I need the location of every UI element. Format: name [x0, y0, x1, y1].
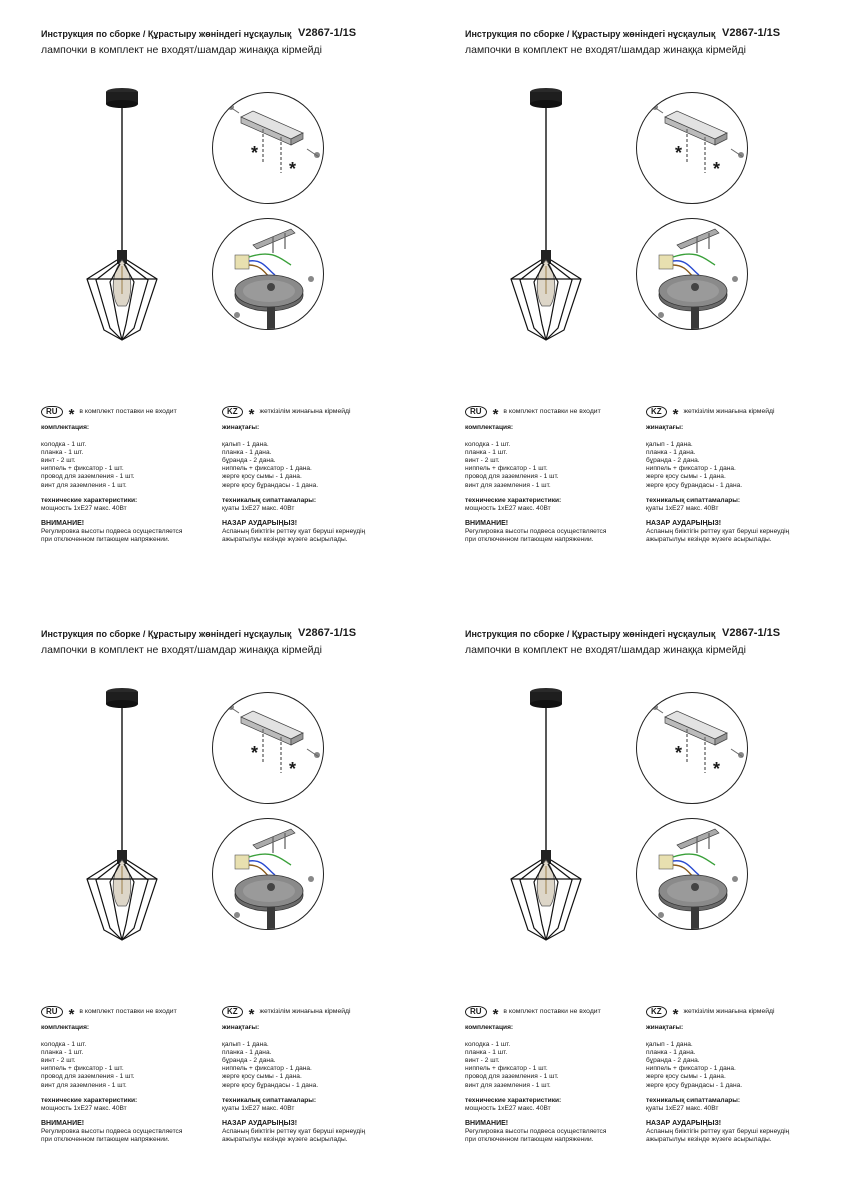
list-item: ажыратылуы кезінде жүзеге асырылады.: [222, 1136, 348, 1144]
model-number: V2867-1/1S: [722, 627, 781, 639]
sheet-subtitle: лампочки в комплект не входят/шамдар жинаққа кірмейді: [41, 44, 322, 56]
star-mark-icon: *: [68, 1006, 75, 1023]
kz-language-badge: KZ: [646, 406, 667, 418]
list-item: планка - 1 шт.: [465, 1049, 508, 1057]
kz-warning-title: НАЗАР АУДАРЫҢЫЗ!: [646, 519, 722, 527]
sheet-subtitle: лампочки в комплект не входят/шамдар жинаққа кірмейді: [465, 44, 746, 56]
kz-parts-list: [646, 1041, 821, 1090]
kz-contents-heading: жинақтағы:: [646, 1024, 684, 1031]
ru-tech-heading: технические характеристики:: [465, 1096, 562, 1104]
ru-not-included-note: в комплект поставки не входит: [503, 407, 601, 415]
list-item: колодка - 1 шт.: [41, 441, 87, 449]
kz-warning-text: [222, 1128, 397, 1144]
instruction-sheet: [0, 0, 424, 600]
list-item: ниппель + фиксатор - 1 шт.: [465, 1065, 548, 1073]
star-mark-icon: *: [492, 1006, 499, 1023]
list-item: планка - 1 дана.: [646, 1049, 696, 1057]
list-item: винт - 2 шт.: [41, 457, 76, 465]
list-item: винт - 2 шт.: [465, 457, 500, 465]
ru-tech-value: мощность 1xE27 макс. 40Вт: [41, 1104, 127, 1112]
list-item: ниппель + фиксатор - 1 шт.: [41, 1065, 124, 1073]
list-item: ниппель + фиксатор - 1 шт.: [465, 465, 548, 473]
list-item: бұрандa - 2 дана.: [646, 1057, 700, 1065]
kz-tech-heading: техникалық сипаттамалары:: [646, 496, 741, 504]
star-mark-icon: *: [672, 406, 679, 423]
list-item: Регулировка высоты подвеса осуществляется: [465, 1127, 607, 1135]
list-item: Аспаның биіктігін реттеу қуат беруші кернеудің: [222, 1127, 366, 1135]
ru-parts-list: [465, 1041, 640, 1090]
list-item: бұрандa - 2 дана.: [222, 1057, 276, 1065]
wiring-assembly-diagram: [636, 818, 748, 930]
pendant-lamp-illustration: [506, 684, 586, 954]
ru-tech-heading: технические характеристики:: [41, 496, 138, 504]
ru-section: [465, 405, 640, 544]
bracket-mounting-diagram: [212, 92, 324, 204]
model-number: V2867-1/1S: [298, 627, 357, 639]
kz-language-badge: KZ: [646, 1006, 667, 1018]
kz-parts-list: [222, 441, 397, 490]
pendant-lamp-illustration: [82, 684, 162, 954]
kz-warning-title: НАЗАР АУДАРЫҢЫЗ!: [222, 1119, 298, 1127]
instruction-sheet: [424, 600, 848, 1200]
sheet-title: Инструкция по сборке / Құрастыру жөніндегі нұсқаулық: [465, 629, 716, 639]
bracket-mounting-diagram: [212, 692, 324, 804]
ru-tech-value: мощность 1xE27 макс. 40Вт: [465, 1104, 551, 1112]
kz-tech-value: қуаты 1xE27 макс. 40Вт: [646, 1104, 719, 1112]
ru-warning-text: [465, 1128, 640, 1144]
list-item: Аспаның биіктігін реттеу қуат беруші кернеудің: [222, 527, 366, 535]
star-mark-icon: *: [675, 143, 683, 163]
list-item: жерге қосу сымы - 1 дана.: [646, 473, 726, 481]
list-item: провод для заземления - 1 шт.: [465, 1073, 559, 1081]
ru-not-included-note: в комплект поставки не входит: [503, 1007, 601, 1015]
list-item: при отключенном питающем напряжении.: [41, 1136, 170, 1144]
list-item: колодка - 1 шт.: [41, 1041, 87, 1049]
sheet-title: Инструкция по сборке / Құрастыру жөніндегі нұсқаулық: [41, 629, 292, 639]
star-mark-icon: *: [248, 406, 255, 423]
ru-tech-value: мощность 1xE27 макс. 40Вт: [465, 504, 551, 512]
star-mark-icon: *: [248, 1006, 255, 1023]
list-item: винт для заземления - 1 шт.: [41, 481, 127, 489]
list-item: Регулировка высоты подвеса осуществляется: [41, 1127, 183, 1135]
star-mark-icon: *: [675, 743, 683, 763]
kz-contents-heading: жинақтағы:: [222, 424, 260, 431]
kz-contents-heading: жинақтағы:: [646, 424, 684, 431]
list-item: қалып - 1 дана.: [646, 1041, 693, 1049]
kz-contents-heading: жинақтағы:: [222, 1024, 260, 1031]
list-item: при отключенном питающем напряжении.: [41, 536, 170, 544]
kz-section: [646, 1005, 821, 1144]
kz-tech-heading: техникалық сипаттамалары:: [222, 1096, 317, 1104]
ru-section: [41, 405, 216, 544]
kz-not-included-note: жеткізілім жинағына кірмейді: [259, 1007, 351, 1015]
kz-language-badge: KZ: [222, 406, 243, 418]
list-item: ажыратылуы кезінде жүзеге асырылады.: [646, 1136, 772, 1144]
list-item: планка - 1 шт.: [41, 1049, 84, 1057]
list-item: провод для заземления - 1 шт.: [41, 1073, 135, 1081]
list-item: жерге қосу сымы - 1 дана.: [222, 473, 302, 481]
list-item: жерге қосу бұрандасы - 1 дана.: [646, 1081, 743, 1089]
instruction-sheet: [424, 0, 848, 600]
ru-language-badge: RU: [41, 1006, 63, 1018]
list-item: жерге қосу бұрандасы - 1 дана.: [646, 481, 743, 489]
bracket-mounting-diagram: [636, 692, 748, 804]
list-item: қалып - 1 дана.: [646, 441, 693, 449]
kz-warning-title: НАЗАР АУДАРЫҢЫЗ!: [222, 519, 298, 527]
ru-tech-value: мощность 1xE27 макс. 40Вт: [41, 504, 127, 512]
ru-warning-text: [41, 528, 216, 544]
list-item: жерге қосу сымы - 1 дана.: [646, 1073, 726, 1081]
kz-warning-text: [646, 528, 821, 544]
wiring-assembly-diagram: [212, 818, 324, 930]
kz-warning-title: НАЗАР АУДАРЫҢЫЗ!: [646, 1119, 722, 1127]
pendant-lamp-illustration: [82, 84, 162, 354]
list-item: винт - 2 шт.: [41, 1057, 76, 1065]
list-item: ниппель + фиксатор - 1 дана.: [222, 465, 312, 473]
sheet-subtitle: лампочки в комплект не входят/шамдар жинаққа кірмейді: [41, 644, 322, 656]
instruction-sheet: [0, 600, 424, 1200]
list-item: винт для заземления - 1 шт.: [41, 1081, 127, 1089]
star-mark-icon: *: [713, 759, 721, 779]
list-item: при отключенном питающем напряжении.: [465, 1136, 594, 1144]
list-item: бұрандa - 2 дана.: [646, 457, 700, 465]
list-item: ниппель + фиксатор - 1 дана.: [646, 465, 736, 473]
kz-warning-text: [222, 528, 397, 544]
list-item: Регулировка высоты подвеса осуществляется: [465, 527, 607, 535]
list-item: ниппель + фиксатор - 1 дана.: [222, 1065, 312, 1073]
ru-warning-title: ВНИМАНИЕ!: [465, 519, 509, 527]
pendant-lamp-illustration: [506, 84, 586, 354]
kz-tech-heading: техникалық сипаттамалары:: [646, 1096, 741, 1104]
sheet-title: Инструкция по сборке / Құрастыру жөніндегі нұсқаулық: [465, 29, 716, 39]
wiring-assembly-diagram: [636, 218, 748, 330]
kz-language-badge: KZ: [222, 1006, 243, 1018]
list-item: ажыратылуы кезінде жүзеге асырылады.: [646, 536, 772, 544]
ru-warning-title: ВНИМАНИЕ!: [465, 1119, 509, 1127]
list-item: колодка - 1 шт.: [465, 1041, 511, 1049]
list-item: қалып - 1 дана.: [222, 441, 269, 449]
list-item: планка - 1 дана.: [646, 449, 696, 457]
ru-contents-heading: комплектация:: [41, 1024, 90, 1031]
ru-language-badge: RU: [465, 406, 487, 418]
kz-warning-text: [646, 1128, 821, 1144]
model-number: V2867-1/1S: [298, 27, 357, 39]
list-item: планка - 1 дана.: [222, 449, 272, 457]
ru-section: [465, 1005, 640, 1144]
list-item: при отключенном питающем напряжении.: [465, 536, 594, 544]
kz-section: [222, 1005, 397, 1144]
star-mark-icon: *: [672, 1006, 679, 1023]
ru-parts-list: [41, 441, 216, 490]
list-item: ниппель + фиксатор - 1 шт.: [41, 465, 124, 473]
ru-tech-heading: технические характеристики:: [465, 496, 562, 504]
ru-contents-heading: комплектация:: [465, 424, 514, 431]
star-mark-icon: *: [68, 406, 75, 423]
star-mark-icon: *: [251, 743, 259, 763]
model-number: V2867-1/1S: [722, 27, 781, 39]
ru-language-badge: RU: [41, 406, 63, 418]
list-item: планка - 1 дана.: [222, 1049, 272, 1057]
sheet-subtitle: лампочки в комплект не входят/шамдар жинаққа кірмейді: [465, 644, 746, 656]
kz-not-included-note: жеткізілім жинағына кірмейді: [683, 1007, 775, 1015]
star-mark-icon: *: [492, 406, 499, 423]
star-mark-icon: *: [713, 159, 721, 179]
kz-tech-value: қуаты 1xE27 макс. 40Вт: [222, 1104, 295, 1112]
ru-contents-heading: комплектация:: [41, 424, 90, 431]
kz-not-included-note: жеткізілім жинағына кірмейді: [259, 407, 351, 415]
kz-tech-heading: техникалық сипаттамалары:: [222, 496, 317, 504]
ru-tech-heading: технические характеристики:: [41, 1096, 138, 1104]
sheet-title: Инструкция по сборке / Құрастыру жөніндегі нұсқаулық: [41, 29, 292, 39]
kz-tech-value: қуаты 1xE27 макс. 40Вт: [222, 504, 295, 512]
list-item: ажыратылуы кезінде жүзеге асырылады.: [222, 536, 348, 544]
list-item: планка - 1 шт.: [465, 449, 508, 457]
ru-warning-text: [465, 528, 640, 544]
kz-parts-list: [222, 1041, 397, 1090]
ru-section: [41, 1005, 216, 1144]
list-item: Аспаның биіктігін реттеу қуат беруші кернеудің: [646, 1127, 790, 1135]
list-item: колодка - 1 шт.: [465, 441, 511, 449]
list-item: жерге қосу бұрандасы - 1 дана.: [222, 481, 319, 489]
list-item: бұрандa - 2 дана.: [222, 457, 276, 465]
list-item: қалып - 1 дана.: [222, 1041, 269, 1049]
kz-section: [222, 405, 397, 544]
list-item: планка - 1 шт.: [41, 449, 84, 457]
list-item: Аспаның биіктігін реттеу қуат беруші кернеудің: [646, 527, 790, 535]
ru-warning-text: [41, 1128, 216, 1144]
kz-tech-value: қуаты 1xE27 макс. 40Вт: [646, 504, 719, 512]
ru-language-badge: RU: [465, 1006, 487, 1018]
star-mark-icon: *: [289, 759, 297, 779]
ru-not-included-note: в комплект поставки не входит: [79, 407, 177, 415]
kz-section: [646, 405, 821, 544]
list-item: винт для заземления - 1 шт.: [465, 1081, 551, 1089]
kz-parts-list: [646, 441, 821, 490]
list-item: ниппель + фиксатор - 1 дана.: [646, 1065, 736, 1073]
list-item: жерге қосу сымы - 1 дана.: [222, 1073, 302, 1081]
star-mark-icon: *: [289, 159, 297, 179]
ru-not-included-note: в комплект поставки не входит: [79, 1007, 177, 1015]
wiring-assembly-diagram: [212, 218, 324, 330]
ru-warning-title: ВНИМАНИЕ!: [41, 519, 85, 527]
ru-parts-list: [41, 1041, 216, 1090]
list-item: винт для заземления - 1 шт.: [465, 481, 551, 489]
ru-warning-title: ВНИМАНИЕ!: [41, 1119, 85, 1127]
bracket-mounting-diagram: [636, 92, 748, 204]
kz-not-included-note: жеткізілім жинағына кірмейді: [683, 407, 775, 415]
list-item: провод для заземления - 1 шт.: [41, 473, 135, 481]
list-item: жерге қосу бұрандасы - 1 дана.: [222, 1081, 319, 1089]
ru-contents-heading: комплектация:: [465, 1024, 514, 1031]
ru-parts-list: [465, 441, 640, 490]
star-mark-icon: *: [251, 143, 259, 163]
list-item: Регулировка высоты подвеса осуществляется: [41, 527, 183, 535]
list-item: провод для заземления - 1 шт.: [465, 473, 559, 481]
list-item: винт - 2 шт.: [465, 1057, 500, 1065]
